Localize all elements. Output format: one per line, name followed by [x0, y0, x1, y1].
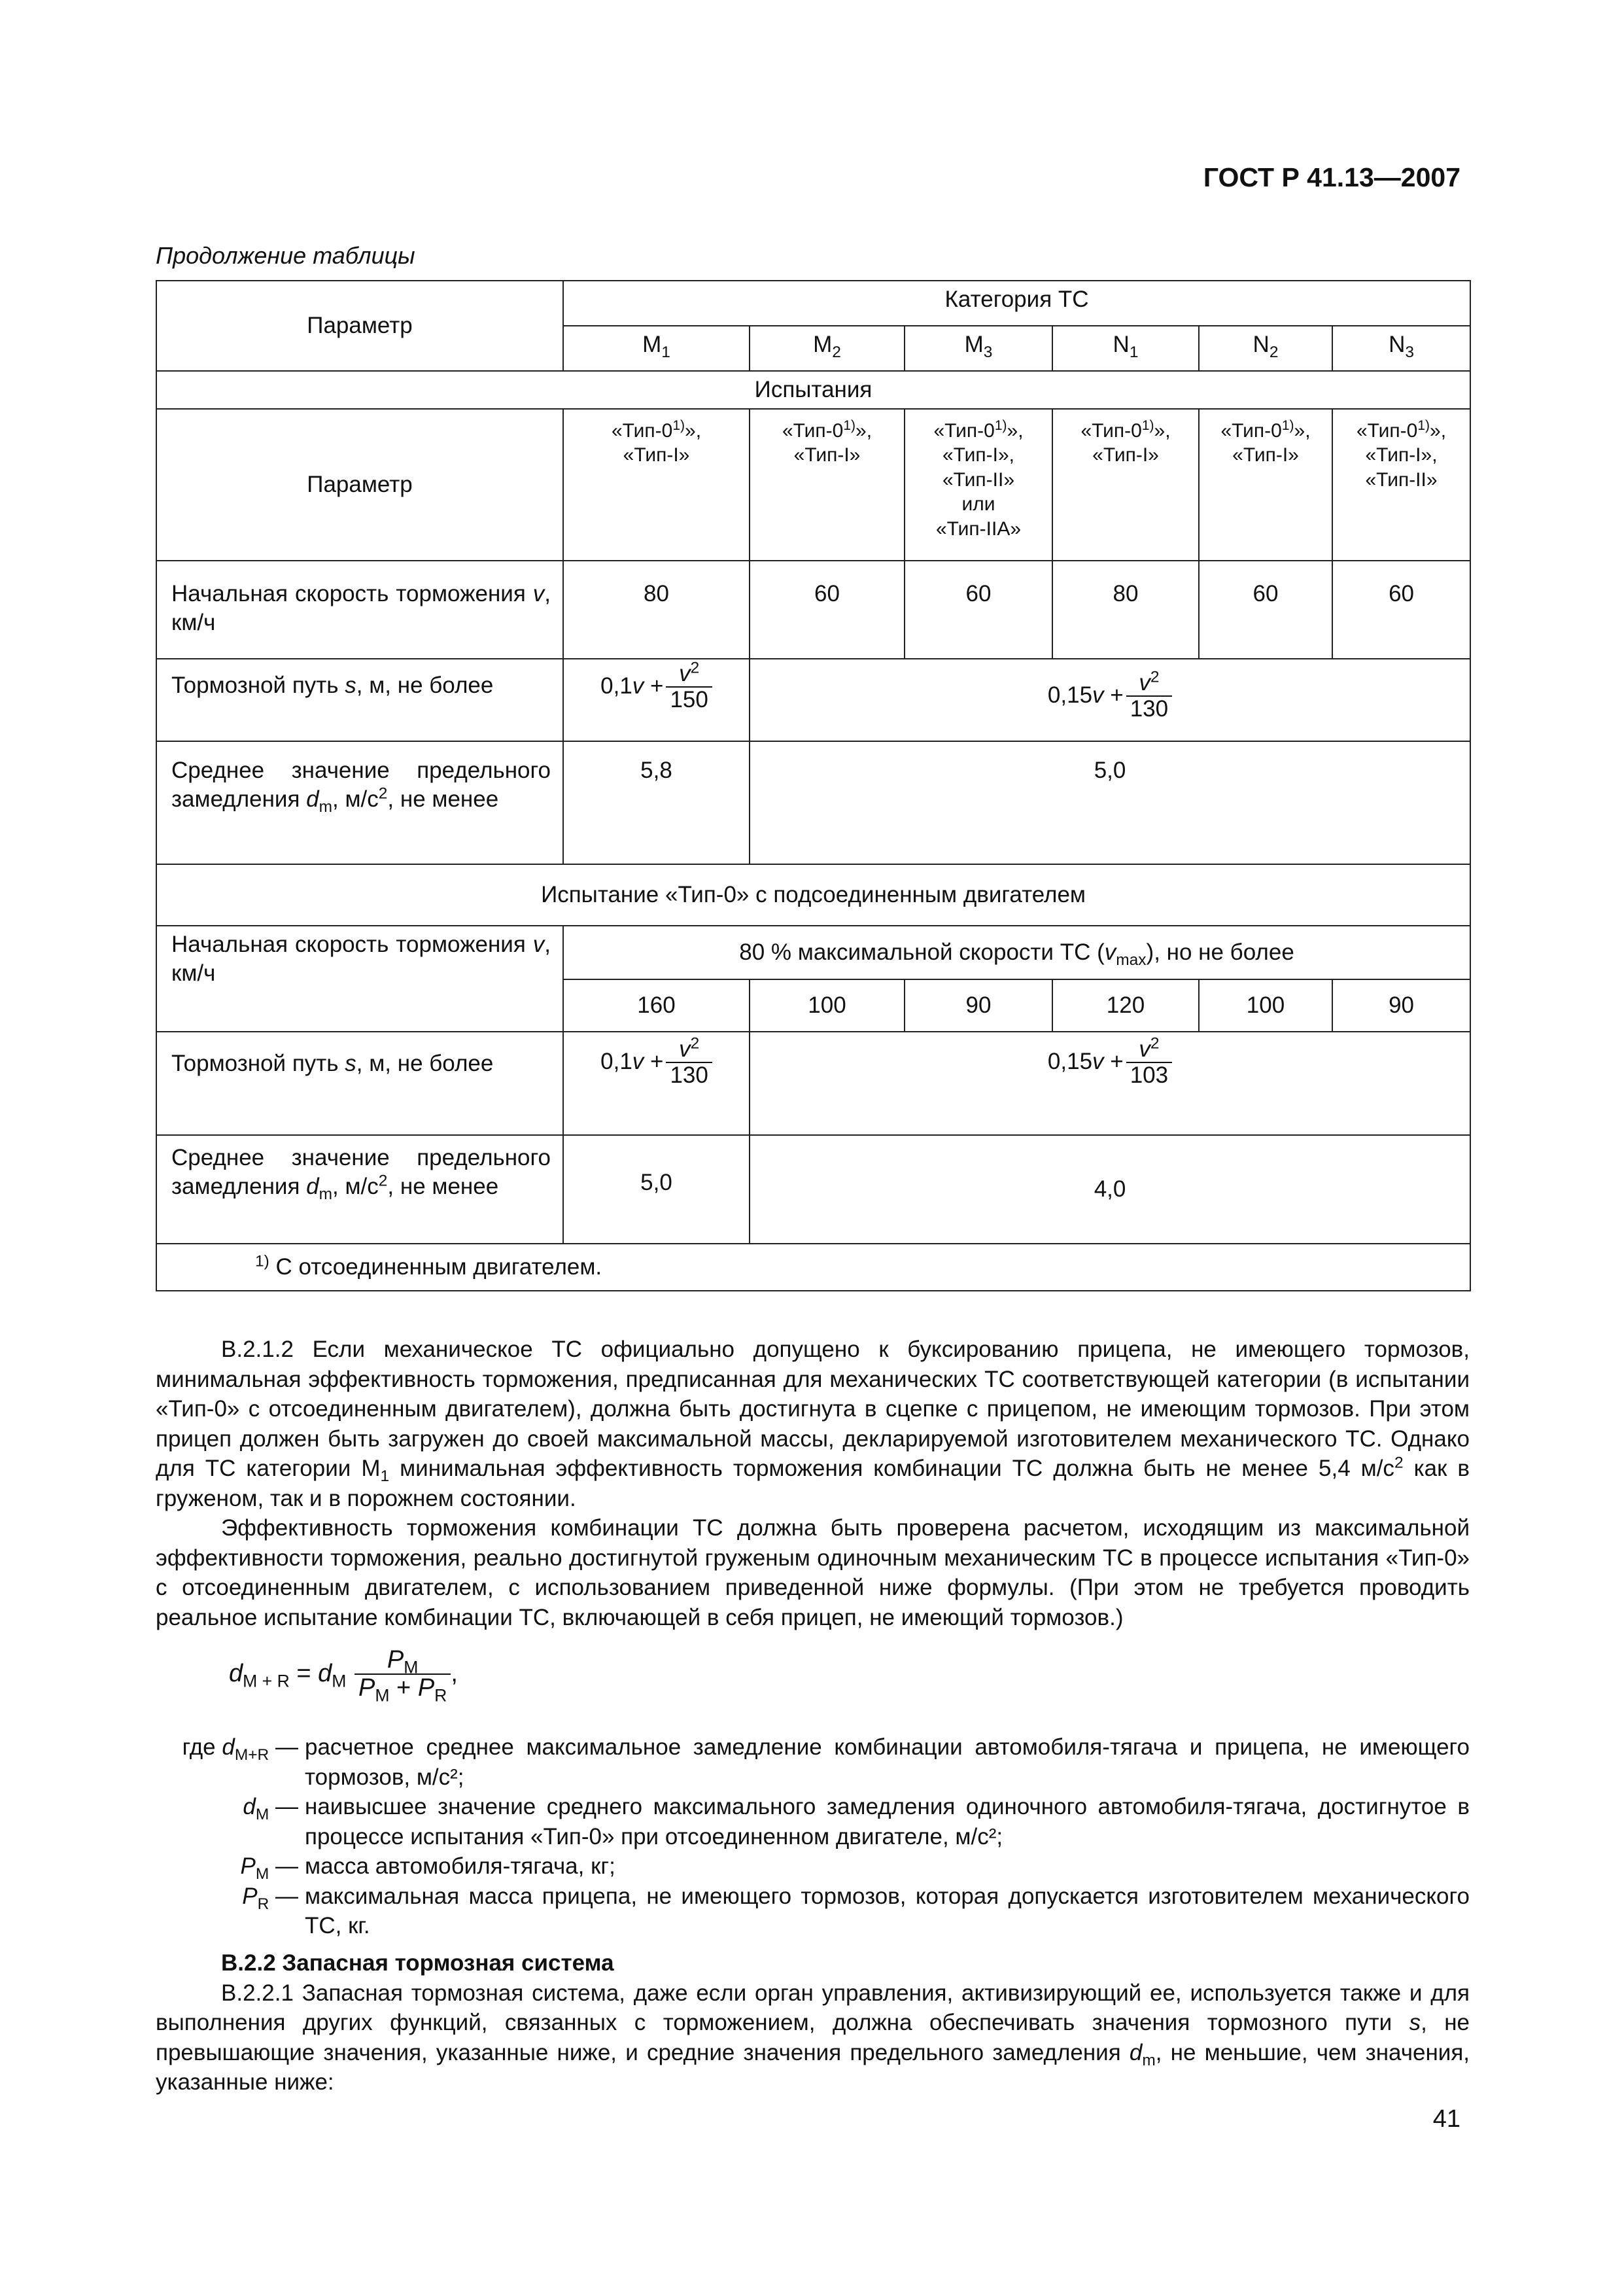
row-braking-distance-label: Тормозной путь s, м, не более [156, 659, 563, 741]
speed2-n2: 100 [1199, 979, 1332, 1032]
section-engine-connected: Испытание «Тип-0» с подсоединенным двигателем [156, 864, 1470, 926]
braking-parameters-table [156, 280, 1471, 1291]
speed2-m1: 160 [563, 979, 750, 1032]
page-number: 41 [1432, 2105, 1460, 2133]
row2-initial-speed-label: Начальная скорость торможения v, км/ч [156, 926, 563, 1032]
param-header: Параметр [156, 281, 563, 371]
braking-distance-others [750, 659, 1470, 741]
paragraph-b221: В.2.2.1 Запасная тормозная система, даже если орган управления, активизирующий ее, используется также и для выполнения других функций, связанных с торможением, должна обеспечивать значения тормозного пути s, не превышающие значения, указанные ниже, и средние значения предельного замедления $d_m$, не меньшие, чем значения, указанные ниже: [156, 1980, 1470, 2095]
braking-distance2-others [750, 1032, 1470, 1135]
category-n2: $N_2$ [1199, 326, 1332, 371]
deceleration2-m1: 5,0 [563, 1135, 750, 1244]
category-n1: $N_1$ [1052, 326, 1199, 371]
max-speed-note: 80 % максимальной скорости ТС $(v_{max})$, но не более [563, 926, 1470, 979]
speed2-n3: 90 [1332, 979, 1470, 1032]
standard-number: ГОСТ Р 41.13—2007 [1203, 162, 1460, 192]
test-n1: «Тип-0$^{1)}$», «Тип-I» [1052, 409, 1199, 561]
definition-pr: $P_R$ — максимальная масса прицепа, не имеющего тормозов, которая допускается изготовителем механического ТС, кг. [242, 1883, 1470, 1938]
category-m3: $M_3$ [905, 326, 1052, 371]
braking-distance2-formula-m1: 0,1v + $\frac{v^2}{130}$ [600, 1038, 712, 1088]
category-m2: $M_2$ [750, 326, 905, 371]
row-mean-deceleration-label: Среднее значение предельного замедления $d_m$, $м/с^2$, не менее [156, 741, 563, 864]
test-m3: «Тип-0$^{1)}$», «Тип-I», «Тип-II» или «Тип-IIA» [905, 409, 1052, 561]
speed-m1: 80 [563, 561, 750, 659]
row-initial-speed-label: Начальная скорость торможения v, км/ч [156, 561, 563, 659]
definition-pm: $P_M$ — масса автомобиля-тягача, кг; [240, 1853, 615, 1883]
category-m1: $M_1$ [563, 326, 750, 371]
speed-m2: 60 [750, 561, 905, 659]
definition-dmr: где $d_{M+R}$ — расчетное среднее максимальное замедление комбинации автомобиля-тягача и прицепа, не имеющего тормозов, м/с²; [182, 1734, 1470, 1790]
braking-distance2-m1 [563, 1032, 750, 1135]
tests-param-label: Параметр [156, 409, 563, 561]
category-n3: $N_3$ [1332, 326, 1470, 371]
paragraph-block-2 [156, 1948, 1470, 2097]
braking-distance2-formula-others: 0,15v + $\frac{v^2}{103}$ [1048, 1038, 1172, 1088]
definition-dm: $d_M$ — наивысшее значение среднего максимального замедления одиночного автомобиля-тягача, достигнутое в процессе испытания «Тип-0» при отсоединенном двигателе, м/с²; [243, 1794, 1470, 1849]
section-title-reserve-brake: В.2.2 Запасная тормозная система [221, 1950, 614, 1976]
speed-m3: 60 [905, 561, 1052, 659]
braking-distance-formula-m1: 0,1v + $\frac{v^2}{150}$ [600, 662, 712, 712]
braking-distance-formula-others: 0,15v + $\frac{v^2}{130}$ [1048, 671, 1172, 722]
test-m1: «Тип-0$^{1)}$», «Тип-I» [563, 409, 750, 561]
paragraph-efficiency: Эффективность торможения комбинации ТС должна быть проверена расчетом, исходящим из максимальной эффективности торможения, реально достигнутой груженым одиночным механическим ТС в процессе испытания «Тип-0» с отсоединенным двигателем, с использованием приведенной ниже формулы. (При этом не требуется проводить реальное испытание комбинации ТС, включающей в себя прицеп, не имеющий тормозов.) [156, 1515, 1470, 1630]
speed-n2: 60 [1199, 561, 1332, 659]
speed-n3: 60 [1332, 561, 1470, 659]
deceleration-m1: 5,8 [563, 741, 750, 864]
table-continuation-caption: Продолжение таблицы [156, 242, 415, 269]
deceleration2-others: 4,0 [750, 1135, 1470, 1244]
speed-n1: 80 [1052, 561, 1199, 659]
table-footnote: $^{1)}$ С отсоединенным двигателем. [156, 1244, 1470, 1291]
deceleration-others: 5,0 [750, 741, 1470, 864]
paragraph-b212: В.2.1.2 Если механическое ТС официально допущено к буксированию прицепа, не имеющего тормозов, минимальная эффективность торможения, предписанная для механических ТС соответствующей категории (в испытании «Тип-0» с отсоединенным двигателем), должна быть достигнута в сцепке с прицепом, не имеющим тормозов. При этом прицеп должен быть загружен до своей максимальной массы, декларируемой изготовителем механического ТС. Однако для ТС категории $M_1$ минимальная эффективность торможения комбинации ТС должна быть не менее 5,4 $м/с^2$ как в груженом, так и в порожнем состоянии. [156, 1337, 1470, 1511]
braking-distance-m1 [563, 659, 750, 741]
speed2-m3: 90 [905, 979, 1052, 1032]
test-n3: «Тип-0$^{1)}$», «Тип-I», «Тип-II» [1332, 409, 1470, 561]
tests-header: Испытания [156, 371, 1470, 409]
formula-definitions [156, 1732, 1470, 1941]
speed2-m2: 100 [750, 979, 905, 1032]
paragraph-block-1 [156, 1335, 1470, 1632]
speed2-n1: 120 [1052, 979, 1199, 1032]
test-m2: «Тип-0$^{1)}$», «Тип-I» [750, 409, 905, 561]
row2-mean-deceleration-label: Среднее значение предельного замедления $d_m$, $м/с^2$, не менее [156, 1135, 563, 1244]
row2-braking-distance-label: Тормозной путь s, м, не более [156, 1032, 563, 1135]
combination-deceleration-formula: $d_{M + R} = d_M$ $\frac{P_M}{P_M + P_R}$ , [229, 1646, 458, 1706]
test-n2: «Тип-0$^{1)}$», «Тип-I» [1199, 409, 1332, 561]
category-header: Категория ТС [563, 281, 1470, 326]
